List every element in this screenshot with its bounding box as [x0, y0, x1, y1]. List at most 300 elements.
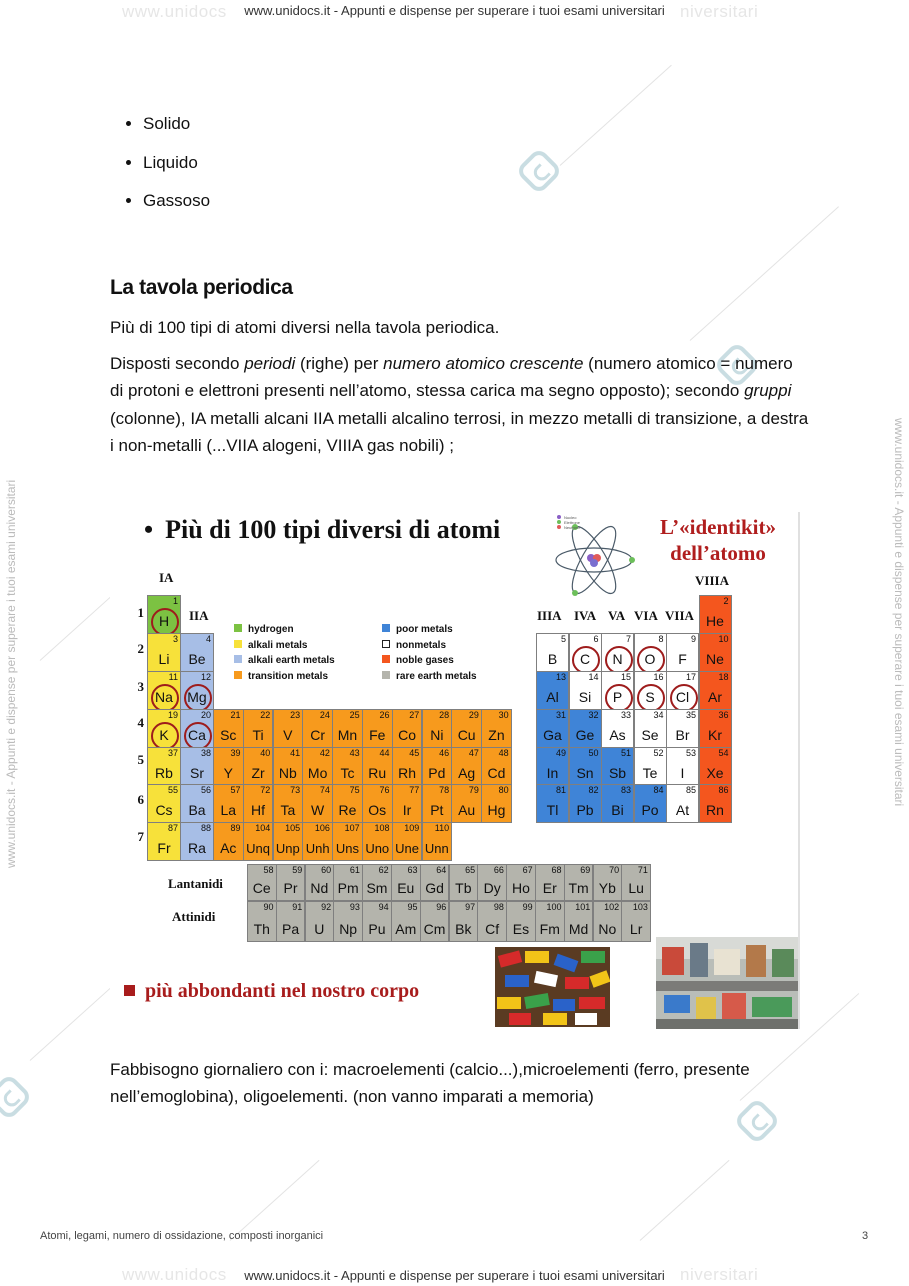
element-symbol: Ni	[430, 727, 444, 743]
atomic-number: 101	[575, 902, 591, 912]
element-symbol: Unq	[246, 840, 270, 856]
lanthanides-label: Lantanidi	[168, 876, 223, 891]
atomic-number: 9	[690, 634, 696, 644]
legend-label: hydrogen	[248, 624, 294, 635]
atomic-number: 5	[560, 634, 566, 644]
element-symbol: Np	[339, 921, 358, 937]
element-symbol: Dy	[483, 880, 501, 896]
atomic-number: 11	[168, 672, 178, 682]
atomic-number: 18	[718, 672, 729, 682]
element-symbol: I	[680, 764, 685, 781]
atomic-number: 40	[260, 747, 271, 758]
legend-item	[382, 624, 453, 635]
identikit-line: dell’atomo	[670, 541, 766, 565]
atomic-number: 36	[718, 710, 729, 720]
legend-swatch	[382, 655, 390, 663]
identikit-title	[638, 514, 798, 566]
element-symbol: Rh	[398, 764, 416, 781]
element-symbol: Unn	[424, 840, 449, 856]
element-Pt	[422, 784, 453, 823]
atomic-number: 57	[230, 785, 241, 795]
watermark-stripe	[640, 1160, 730, 1241]
atomic-number: 32	[588, 710, 599, 720]
legend-label: alkali metals	[248, 640, 308, 651]
element-Kr	[699, 709, 732, 748]
atomic-number: 58	[263, 865, 274, 875]
element-He	[699, 595, 732, 634]
element-symbol: Mg	[181, 689, 213, 705]
element-Bi	[601, 784, 634, 823]
text-span: Disposti secondo	[110, 354, 245, 373]
element-Tb	[449, 864, 479, 901]
element-symbol: Pa	[281, 921, 300, 937]
states-list	[110, 110, 210, 226]
element-Ar	[699, 671, 732, 710]
element-H	[147, 595, 181, 634]
element-symbol: Ru	[368, 764, 387, 781]
legend-swatch	[382, 671, 390, 679]
slide-heading	[144, 515, 500, 545]
element-Pd	[422, 747, 453, 786]
legend-label: poor metals	[396, 624, 453, 635]
element-Si	[569, 671, 602, 710]
element-symbol: Re	[338, 802, 357, 818]
element-U	[305, 901, 335, 942]
atomic-number: 54	[718, 747, 729, 758]
element-symbol: Au	[458, 802, 476, 818]
element-Cl	[666, 671, 699, 710]
legend-swatch	[234, 624, 242, 632]
atomic-number: 20	[200, 710, 211, 720]
paragraph-intro: Più di 100 tipi di atomi diversi nella tavola periodica.	[110, 318, 500, 337]
element-Sm	[362, 864, 392, 901]
atomic-number: 6	[593, 634, 599, 644]
element-symbol: Te	[642, 764, 658, 781]
element-As	[601, 709, 634, 748]
atomic-number: 110	[434, 822, 450, 833]
atomic-number: 27	[409, 710, 420, 720]
atomic-number: 25	[349, 710, 360, 720]
element-symbol: Ba	[188, 802, 206, 818]
watermark-side-left: www.unidocs.it - Appunti e dispense per superare i tuoi esami universitari	[4, 479, 18, 868]
element-symbol: Sn	[576, 764, 594, 781]
atomic-number: 63	[407, 865, 418, 875]
element-symbol: Pb	[576, 802, 594, 818]
element-symbol: Lr	[629, 921, 643, 937]
element-Er	[535, 864, 565, 901]
element-symbol: F	[678, 651, 687, 667]
atomic-number: 73	[290, 785, 301, 795]
legend-swatch	[234, 640, 242, 648]
element-symbol: Pu	[368, 921, 386, 937]
element-K	[147, 709, 181, 748]
element-symbol: P	[602, 689, 633, 705]
atomic-number: 69	[580, 865, 591, 875]
element-Cf	[477, 901, 507, 942]
element-Ho	[506, 864, 536, 901]
element-Yb	[593, 864, 623, 901]
element-symbol: V	[283, 727, 293, 743]
unidocs-logo-icon	[0, 1073, 33, 1121]
element-symbol: Fr	[157, 839, 171, 856]
element-symbol: Pd	[428, 764, 446, 781]
group-label-IIA: IIA	[189, 608, 209, 623]
atomic-number: 96	[436, 902, 447, 912]
atomic-number: 102	[604, 902, 620, 912]
red-square-icon	[124, 985, 135, 996]
atom-legend-label: Elettrone	[564, 520, 581, 525]
element-Tc	[332, 747, 363, 786]
element-W	[302, 784, 333, 823]
atomic-number: 97	[465, 902, 476, 912]
atomic-number: 90	[263, 902, 274, 912]
element-symbol: Nb	[278, 764, 297, 781]
element-symbol: Tb	[455, 880, 472, 896]
element-symbol: Co	[398, 727, 416, 743]
element-symbol: Bi	[611, 802, 624, 818]
element-symbol: Ho	[511, 880, 530, 896]
element-Mo	[302, 747, 333, 786]
atomic-number: 65	[465, 865, 476, 875]
atomic-number: 8	[658, 634, 664, 644]
element-symbol: Ti	[252, 727, 264, 743]
watermark-ghost-left: www.unidocs	[122, 2, 227, 21]
element-Ce	[247, 864, 277, 901]
atomic-number: 43	[349, 747, 360, 758]
atomic-number: 35	[685, 710, 696, 720]
element-Eu	[391, 864, 421, 901]
element-Ir	[392, 784, 423, 823]
element-Cr	[302, 709, 333, 748]
element-Bk	[449, 901, 479, 942]
element-Na	[147, 671, 181, 710]
element-symbol: Mn	[337, 727, 358, 743]
element-symbol: Pm	[337, 880, 359, 896]
atomic-number: 16	[653, 672, 664, 682]
element-Nb	[273, 747, 304, 786]
atomic-number: 100	[546, 902, 562, 912]
element-Hf	[243, 784, 274, 823]
element-symbol: Cs	[155, 802, 173, 818]
element-symbol: Th	[253, 921, 270, 937]
period-label: 5	[137, 752, 144, 767]
element-symbol: Pt	[430, 802, 444, 818]
element-symbol: Cf	[485, 921, 500, 937]
atomic-number: 31	[555, 710, 566, 720]
element-Hg	[481, 784, 512, 823]
atomic-number: 60	[321, 865, 332, 875]
element-Ba	[180, 784, 214, 823]
atomic-number: 79	[468, 785, 479, 795]
element-symbol: Fm	[539, 921, 560, 937]
legend-label: transition metals	[248, 671, 329, 682]
abundant-elements-note	[124, 980, 419, 1003]
element-Ne	[699, 633, 732, 672]
period-label: 1	[137, 605, 144, 620]
group-label-IVA: IVA	[574, 608, 597, 623]
element-I	[666, 747, 699, 786]
lego-bricks-photo	[495, 947, 610, 1027]
element-P	[601, 671, 634, 710]
element-Ga	[536, 709, 569, 748]
element-Re	[332, 784, 363, 823]
atomic-number: 44	[379, 747, 390, 758]
element-Unp	[273, 822, 304, 861]
element-symbol: Cm	[423, 921, 446, 937]
atomic-number: 33	[620, 710, 631, 720]
legend-item	[382, 671, 477, 682]
page-number: 3	[862, 1230, 869, 1242]
element-symbol: Ac	[220, 839, 237, 856]
element-Ge	[569, 709, 602, 748]
element-symbol: U	[314, 921, 325, 937]
atomic-number: 10	[718, 634, 729, 644]
atomic-number: 74	[319, 785, 330, 795]
element-Th	[247, 901, 277, 942]
group-label-VIA: VIA	[634, 608, 658, 623]
element-S	[634, 671, 667, 710]
group-label-VIIIA: VIIIA	[695, 573, 729, 588]
element-symbol: W	[311, 802, 325, 818]
group-label-IIIA: IIIA	[537, 608, 562, 623]
legend-item	[234, 655, 335, 666]
element-Os	[362, 784, 393, 823]
element-B	[536, 633, 569, 672]
watermark-top: www.unidocs.it - Appunti e dispense per superare i tuoi esami universitari	[244, 3, 665, 18]
element-symbol: K	[148, 727, 180, 743]
paragraph-arrangement	[110, 350, 810, 459]
atomic-number: 88	[200, 822, 211, 833]
element-Mg	[180, 671, 214, 710]
legend-label: rare earth metals	[396, 671, 477, 682]
element-symbol: Xe	[706, 764, 724, 781]
list-item: • Solido	[143, 110, 210, 149]
element-symbol: Ir	[402, 802, 412, 818]
element-Ag	[451, 747, 482, 786]
period-label: 2	[137, 641, 144, 656]
element-F	[666, 633, 699, 672]
element-Rn	[699, 784, 732, 823]
element-Al	[536, 671, 569, 710]
atomic-number: 42	[319, 747, 330, 758]
element-symbol: Al	[546, 689, 559, 705]
element-Zn	[481, 709, 512, 748]
atomic-number: 95	[407, 902, 418, 912]
atomic-number: 98	[493, 902, 504, 912]
atomic-number: 75	[349, 785, 360, 795]
element-Es	[506, 901, 536, 942]
lego-city-image	[656, 937, 798, 1029]
element-Unq	[243, 822, 274, 861]
element-Cd	[481, 747, 512, 786]
element-Se	[634, 709, 667, 748]
watermark-stripe	[560, 65, 672, 166]
atomic-number: 67	[522, 865, 533, 875]
legend-label: noble gases	[396, 655, 454, 666]
element-symbol: Lu	[628, 880, 644, 896]
atomic-number: 30	[498, 710, 509, 720]
atomic-number: 80	[498, 785, 509, 795]
element-symbol: S	[635, 689, 666, 705]
element-Ru	[362, 747, 393, 786]
element-Fr	[147, 822, 181, 861]
element-symbol: Ne	[706, 651, 724, 667]
element-Ti	[243, 709, 274, 748]
atomic-number: 93	[349, 902, 360, 912]
slide-bullet: •	[144, 515, 154, 544]
text-span: (numero atomico = numero di protoni e elettroni presenti nell’atomo, stessa carica ma segno opposto); secondo	[110, 354, 793, 401]
atomic-number: 41	[290, 747, 301, 758]
emphasis-periodi: periodi	[244, 354, 296, 373]
element-symbol: Unp	[275, 840, 300, 856]
element-symbol: Cu	[457, 727, 476, 743]
element-symbol: Ta	[280, 802, 296, 818]
watermark-ghost-right: niversitari	[680, 2, 759, 21]
element-Cm	[420, 901, 450, 942]
element-symbol: Cr	[310, 727, 326, 743]
element-In	[536, 747, 569, 786]
element-symbol: Une	[395, 840, 419, 856]
element-symbol: Be	[188, 651, 206, 667]
atomic-number: 3	[172, 634, 178, 644]
element-symbol: Kr	[708, 727, 722, 743]
identikit-line: L’«identikit»	[660, 515, 776, 539]
legend-label: nonmetals	[396, 640, 447, 651]
element-Nd	[305, 864, 335, 901]
element-Ra	[180, 822, 214, 861]
element-Tl	[536, 784, 569, 823]
element-symbol: O	[635, 651, 666, 667]
atomic-number: 81	[555, 785, 566, 795]
element-symbol: Si	[578, 689, 592, 705]
element-symbol: Nd	[310, 880, 329, 896]
element-symbol: Rn	[706, 802, 724, 818]
period-label: 6	[137, 792, 144, 807]
legend-swatch	[382, 624, 390, 632]
legend-swatch	[234, 655, 242, 663]
element-symbol: Se	[641, 727, 659, 743]
element-Zr	[243, 747, 274, 786]
periodic-table-slide	[110, 512, 800, 1029]
element-symbol: Er	[542, 880, 557, 896]
lego-bricks-image	[495, 947, 610, 1027]
element-symbol: Sr	[190, 764, 204, 781]
atomic-number: 7	[625, 634, 631, 644]
atomic-number: 22	[260, 710, 271, 720]
group-label-VIIA: VIIA	[665, 608, 694, 623]
text-span: (righe) per	[295, 354, 384, 373]
element-symbol: Unh	[305, 840, 330, 856]
element-Uns	[332, 822, 363, 861]
element-Fe	[362, 709, 393, 748]
element-Xe	[699, 747, 732, 786]
atomic-number: 56	[200, 785, 211, 795]
element-symbol: N	[602, 651, 633, 667]
element-symbol: Hf	[251, 802, 266, 818]
element-symbol: C	[570, 651, 601, 667]
atomic-number: 77	[409, 785, 420, 795]
atomic-number: 94	[378, 902, 389, 912]
element-Ta	[273, 784, 304, 823]
element-Unn	[422, 822, 453, 861]
atomic-number: 38	[200, 747, 211, 758]
element-Po	[634, 784, 667, 823]
atomic-number: 28	[439, 710, 450, 720]
atomic-number: 108	[374, 822, 390, 833]
element-symbol: Fe	[369, 727, 386, 743]
element-No	[593, 901, 623, 942]
element-Mn	[332, 709, 363, 748]
element-Au	[451, 784, 482, 823]
legend-item	[382, 655, 454, 666]
group-label-VA: VA	[608, 608, 626, 623]
element-Cs	[147, 784, 181, 823]
element-symbol: Gd	[425, 880, 444, 896]
atom-legend-label: Neutrone	[564, 525, 581, 530]
atomic-number: 29	[468, 710, 479, 720]
atomic-number: 92	[321, 902, 332, 912]
atomic-number: 68	[551, 865, 562, 875]
atomic-number: 61	[349, 865, 360, 875]
legend-label: alkali earth metals	[248, 655, 335, 666]
emphasis-gruppi: gruppi	[744, 381, 792, 401]
atomic-number: 47	[468, 747, 479, 758]
atomic-number: 106	[314, 822, 330, 833]
element-Lr	[621, 901, 651, 942]
element-Tm	[564, 864, 594, 901]
element-symbol: Ca	[181, 727, 213, 743]
element-symbol: No	[598, 921, 617, 937]
element-symbol: Po	[641, 802, 659, 818]
atomic-number: 109	[404, 822, 420, 833]
atomic-number: 103	[632, 902, 648, 912]
element-Ca	[180, 709, 214, 748]
watermark-bottom: www.unidocs.it - Appunti e dispense per superare i tuoi esami universitari	[244, 1268, 665, 1283]
atomic-number: 107	[344, 822, 360, 833]
element-symbol: Tc	[340, 764, 355, 781]
element-symbol: He	[706, 613, 724, 629]
element-Md	[564, 901, 594, 942]
element-At	[666, 784, 699, 823]
element-Une	[392, 822, 423, 861]
atomic-number: 46	[439, 747, 450, 758]
atomic-number: 17	[685, 672, 696, 682]
element-Dy	[477, 864, 507, 901]
legend-swatch	[382, 640, 390, 648]
element-Uno	[362, 822, 393, 861]
element-Fm	[535, 901, 565, 942]
element-Lu	[621, 864, 651, 901]
period-label: 4	[137, 715, 144, 730]
paragraph-daily-needs: Fabbisogno giornaliero con i: macroelementi (calcio...),microelementi (ferro, presente nell’emoglobina), oligoelementi. (non vanno imparati a memoria)	[110, 1060, 750, 1107]
legend-item	[382, 640, 446, 651]
element-symbol: As	[609, 727, 626, 743]
element-symbol: Rb	[155, 764, 173, 781]
element-symbol: Tl	[546, 802, 559, 818]
element-Pu	[362, 901, 392, 942]
atomic-number: 105	[285, 822, 301, 833]
element-symbol: Ge	[575, 727, 595, 743]
element-Li	[147, 633, 181, 672]
atomic-number: 13	[555, 672, 566, 682]
element-symbol: Bk	[455, 921, 472, 937]
element-symbol: H	[148, 613, 180, 629]
legend-item	[234, 671, 328, 682]
element-symbol: La	[220, 802, 237, 818]
emphasis-numero-atomico: numero atomico crescente	[383, 354, 584, 373]
element-symbol: Mo	[307, 764, 328, 781]
atomic-number: 87	[167, 822, 178, 833]
